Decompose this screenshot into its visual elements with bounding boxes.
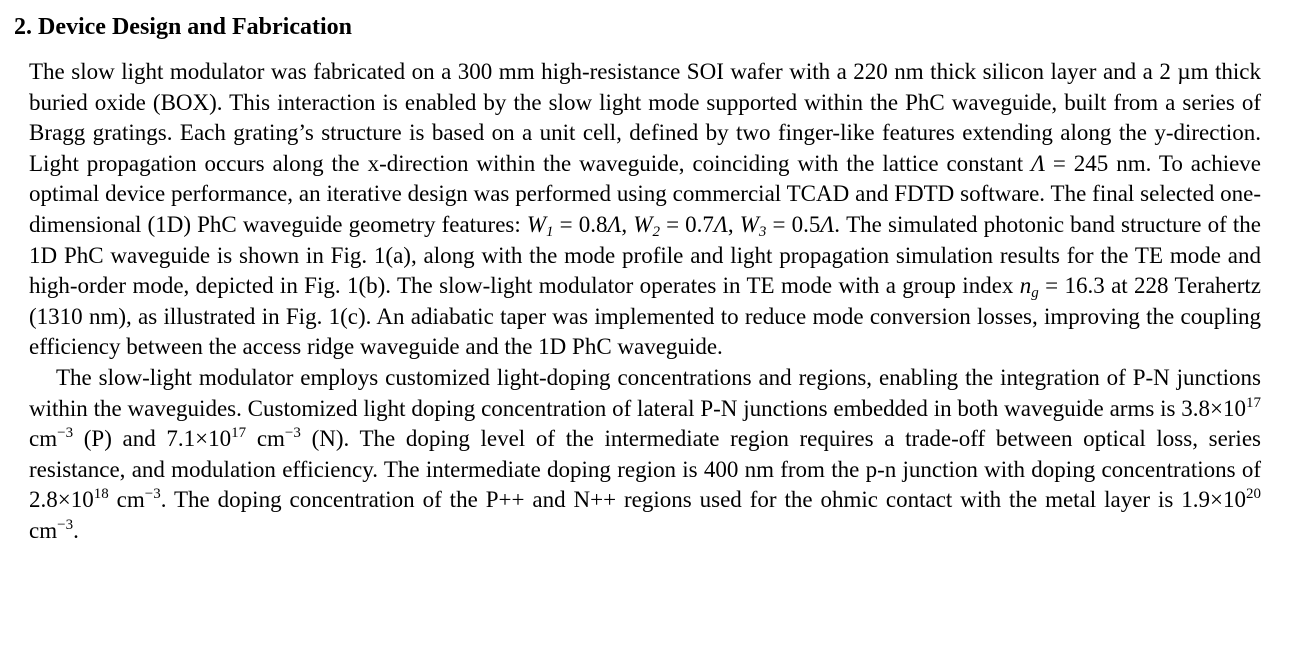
g-subscript: g <box>1031 285 1039 302</box>
p2-text-4: . The doping concentration of the P++ and N++ regions used for the ohmic contact with the metal layer is 1.9×10 <box>160 487 1246 513</box>
p1-text-4: = 16.3 at 228 Terahertz (1310 nm), as illustrated in Fig. 1(c). An adiabatic taper was implemented to reduce mode conversion losses, improving the coupling efficiency between the access ridge waveguide and the 1D PhC waveguide. <box>29 273 1261 360</box>
n-symbol: n <box>1019 273 1032 299</box>
p2-text-2: (P) and 7.1×10 <box>73 426 232 452</box>
w-symbol: W <box>526 211 547 237</box>
w1-value: = 0.8 <box>553 211 608 237</box>
w-symbol: W <box>633 211 653 237</box>
lambda-symbol: Λ <box>1031 150 1045 176</box>
p1-text-3: . The simulated photonic band structure of the 1D PhC waveguide is shown in Fig. 1(a), along with the mode profile and light propagation simulation results for the TE mode and high-order mode, depicted in Fig. 1(b). The slow-light modulator operates in TE mode with a group index <box>29 211 1261 299</box>
w3-value: = 0.5 <box>766 211 821 237</box>
paragraph-2 <box>29 363 1261 547</box>
lambda-symbol: Λ <box>713 211 728 237</box>
lambda-symbol: Λ <box>607 211 622 237</box>
unit-cm: cm <box>108 487 145 513</box>
exponent-20: 20 <box>1246 486 1261 503</box>
unit-cm: cm <box>29 426 58 452</box>
p1-text-2: = 245 nm. To achieve optimal device performance, an iterative design was performed using commercial TCAD and FDTD software. The final selected one-dimensional (1D) PhC waveguide geometry features: <box>29 150 1261 237</box>
exponent-minus-3: −3 <box>57 425 74 442</box>
section-heading: 2. Device Design and Fabrication <box>14 14 352 40</box>
p1-text-1: The slow light modulator was fabricated on a 300 mm high-resistance SOI wafer with a 220 nm thick silicon layer and a 2 µm thick buried oxide (BOX). This interaction is enabled by the slow light mode supported within the PhC waveguide, built from a series of Bragg gratings. Each grating’s structure is based on a unit cell, defined by two finger-like features extending along the y-direction. Light propagation occurs along the x-direction within the waveguide, coinciding with the lattice constant <box>29 59 1261 176</box>
exponent-18: 18 <box>93 486 109 503</box>
w2-value: = 0.7 <box>659 211 714 237</box>
exponent-minus-3: −3 <box>144 486 161 503</box>
w3-subscript: 3 <box>758 223 767 240</box>
w-symbol: W <box>739 211 759 237</box>
exponent-minus-3: −3 <box>57 516 74 533</box>
w2-subscript: 2 <box>652 223 660 240</box>
lambda-symbol: Λ <box>820 211 835 237</box>
exponent-17: 17 <box>231 425 247 442</box>
separator: , <box>727 211 740 237</box>
p2-end: . <box>73 517 79 543</box>
exponent-17: 17 <box>1246 394 1261 411</box>
p2-text-3: (N). The doping level of the intermediate region requires a trade-off between optical loss, series resistance, and modulation efficiency. The intermediate doping region is 400 nm from the p-n junction with doping concentrations of 2.8×10 <box>29 426 1261 513</box>
section-body <box>29 57 1261 547</box>
p2-text-1: The slow-light modulator employs customized light-doping concentrations and regions, enabling the integration of P-N junctions within the waveguides. Customized light doping concentration of lateral P-N junctions embedded in both waveguide arms is 3.8×10 <box>29 364 1261 421</box>
w1-subscript: 1 <box>546 223 554 240</box>
unit-cm: cm <box>29 517 58 543</box>
paragraph-1 <box>29 57 1261 363</box>
unit-cm: cm <box>246 426 285 452</box>
exponent-minus-3: −3 <box>284 425 301 442</box>
separator: , <box>621 211 634 237</box>
